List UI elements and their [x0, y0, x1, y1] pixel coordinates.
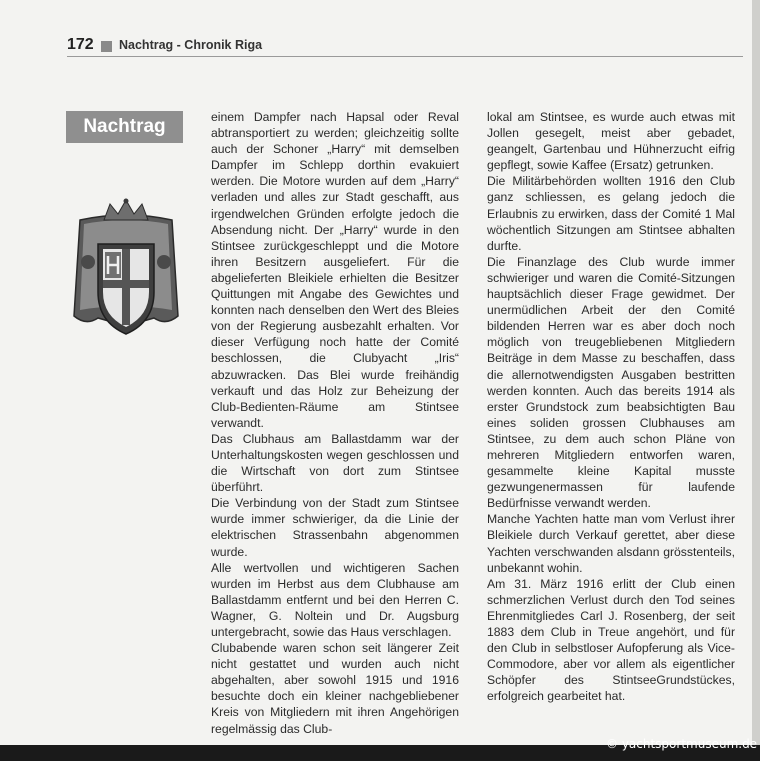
club-coat-of-arms-icon: [70, 198, 182, 340]
page-header: [67, 36, 743, 58]
page-edge: [752, 0, 760, 745]
paragraph: Die Militärbehörden wollten 1916 den Club ganz schliessen, es gelang jedoch die Erlaubnis zu erwirken, dass der Comité 1 Mal wöchentlich Sitzungen am Stintsee abhalten durfte.: [487, 174, 735, 253]
header-rule: [67, 56, 743, 57]
section-tag: [66, 111, 183, 143]
text-column-left: [211, 109, 459, 737]
paragraph: Manche Yachten hatte man vom Verlust ihrer Bleikiele durch Verkauf gerettet, aber diese Yachten verschwanden alsdann grösstenteils, unbekannt wohin.: [487, 512, 735, 575]
paragraph: Das Clubhaus am Ballastdamm war der Unterhaltungskosten wegen geschlossen und die Wirtschaft von dort zum Stintsee überführt.: [211, 431, 459, 495]
paragraph: Am 31. März 1916 erlitt der Club einen schmerzlichen Verlust durch den Tod seines Ehrenmitgliedes Carl J. Rosenberg, der seit 1883 dem Club in Treue angehört, und für den Club in selbstloser Aufopferung als Vice-Commodore, aber vor allem als eigentlicher Schöpfer des StintseeGrundstückes, erfolgreich gearbeitet hat.: [487, 576, 735, 704]
text-column-right: [487, 109, 735, 704]
watermark: © yachtsportmuseum.de: [606, 737, 758, 751]
paragraph: Clubabende waren schon seit längerer Zeit nicht gestattet und wurden auch nicht abgehalten, aber sowohl 1915 und 1916 besuchte doch ein kleiner nachgebliebener Kreis von Mitgliedern mit ihren Angehörigen regelmässig das Club-: [211, 641, 459, 736]
running-title: Nachtrag - Chronik Riga: [119, 38, 263, 52]
header-square-marker: [101, 41, 112, 52]
paragraph: Alle wertvollen und wichtigeren Sachen wurden im Herbst aus dem Clubhause am Ballastdamm entfernt und bei den Herren C. Wagner, G. Noltein und Dr. Augsburg untergebracht, sowie das Haus verschlagen.: [211, 560, 459, 639]
paragraph: Die Verbindung von der Stadt zum Stintsee wurde immer schwieriger, da die Linie der elektrischen Strassenbahn abgenommen wurde.: [211, 496, 459, 559]
page-number: 172: [67, 36, 94, 53]
paragraph: lokal am Stintsee, es wurde auch etwas mit Jollen gesegelt, meist aber gebadet, geangelt, Gartenbau und Hühnerzucht eifrig gepflegt, sowie Kaffee (Ersatz) getrunken.: [487, 110, 735, 173]
paragraph: Die Finanzlage des Club wurde immer schwieriger und waren die Comité-Sitzungen hauptsächlich dieser Frage gewidmet. Der unermüdlichen Arbeit der den Comité bildenden Herren war es aber doch noch möglich von treugebliebenen Mitgliedern Beiträge in dem Masse zu beschaffen, dass die allernotwendigsten Ausgaben bestritten werden konnten. Auch das bereits 1914 als erster Grundstock zum beabsichtigten Bau eines soliden grossen Clubhauses am Stintsee, zu dem auch schon Pläne von mehreren Mitgliedern entworfen waren, gesammelte kleine Kapital musste gezwungenermassen für laufende Bedürfnisse verwandt werden.: [487, 254, 735, 511]
paragraph: einem Dampfer nach Hapsal oder Reval abtransportiert zu werden; gleichzeitig sollte auch der Schoner „Harry“ mit demselben Dampfer im Schlepp dorthin evakuiert werden. Die Motore wurden auf dem „Harry“ verladen und alles zur Stadt geschafft, aus irgendwelchen Gründen erfolgte jedoch die Absendung nicht. Der „Harry“ wurde in den Stintsee zurückgeschleppt und die Motore ihren Besitzern ausgeliefert. Für die abgelieferten Bleikiele erhielten die Besitzer Quittungen mit Angabe des Gewichtes und konnten nach denselben den Wert des Bleies von der Regierung ausbezahlt erhalten. Vor dieser Verfügung noch hatte der Comité beschlossen, die Clubyacht „Iris“ abzuwracken. Das Blei wurde freihändig verkauft und das Holz zur Beheizung der Club-Bedienten-Räume am Stintsee verwandt.: [211, 110, 459, 430]
section-title: Nachtrag: [83, 116, 166, 137]
